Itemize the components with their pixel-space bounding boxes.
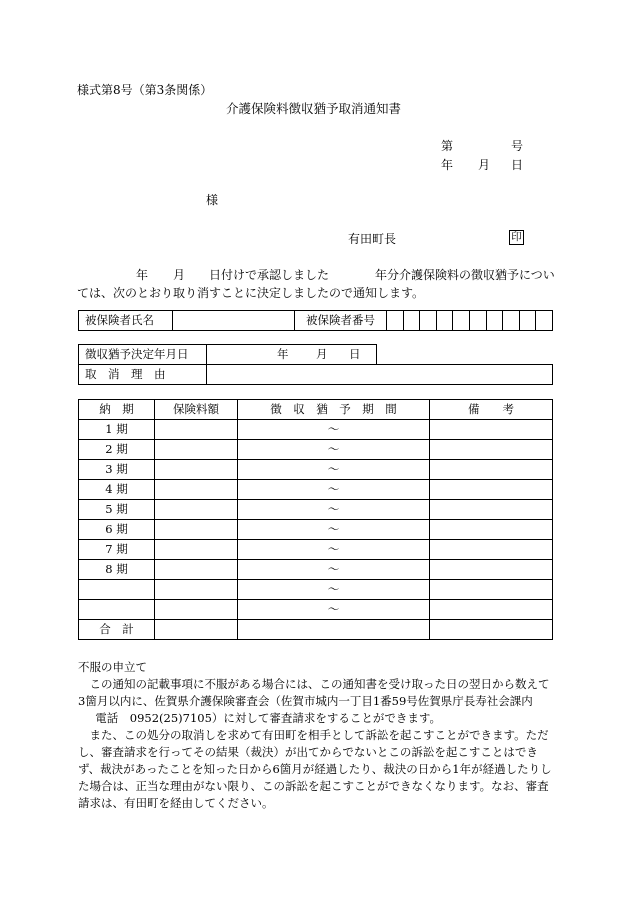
table-row: 8 期 ～ [79, 560, 553, 580]
header-due-date: 納 期 [79, 400, 155, 420]
decision-date-label: 徴収猶予決定年月日 [79, 345, 207, 365]
notes-paragraph-2: また、この処分の取消しを求めて有田町を相手として訴訟を起こすことができます。ただし、審査請求を行ってその結果（裁決）が出てからでないとこの訴訟を起こすことはできず、裁決があったことを知った日から6箇月が経過したり、裁決の日から1年が経過したりした場合は、正当な理由がない限り、この訴訟を起こすことができなくなります。なお、審査請求は、有田町を経由してください。 [78, 728, 552, 810]
intro-approved: 日付けで承認しました [209, 268, 330, 282]
insured-number-label: 被保険者番号 [295, 311, 387, 331]
table-row: 5 期 ～ [79, 500, 553, 520]
addressee-suffix: 様 [206, 193, 219, 207]
decision-month: 月 [316, 347, 328, 361]
intro-line2: ては、次のとおり取り消すことに決定しましたので通知します。 [77, 286, 425, 300]
table-row: 1 期 ～ [79, 420, 553, 440]
insured-number-digit[interactable] [453, 311, 470, 331]
insured-number-digit[interactable] [503, 311, 520, 331]
table-row: ～ [79, 600, 553, 620]
decision-table [78, 344, 553, 385]
intro-month: 月 [173, 268, 186, 282]
insured-number-digit[interactable] [403, 311, 420, 331]
insured-number-digit[interactable] [420, 311, 437, 331]
header-remarks: 備 考 [430, 400, 553, 420]
notes-heading: 不服の申立て [78, 660, 147, 674]
payment-table [78, 399, 553, 640]
date-day: 日 [511, 158, 524, 172]
form-number: 様式第8号（第3条関係） [77, 83, 213, 97]
table-row: 4 期 ～ [79, 480, 553, 500]
decision-blank [377, 345, 553, 365]
date-year: 年 [441, 158, 454, 172]
table-row: 7 期 ～ [79, 540, 553, 560]
seal-stamp: 印 [509, 230, 524, 245]
table-row: 6 期 ～ [79, 520, 553, 540]
issuer-name: 有田町長 [348, 232, 397, 246]
table-row: 3 期 ～ [79, 460, 553, 480]
total-row [79, 620, 553, 640]
insured-number-digit[interactable] [519, 311, 536, 331]
insured-number-digit[interactable] [469, 311, 486, 331]
doc-number-prefix: 第 [441, 139, 454, 153]
notes-paragraph-1b: 電話 0952(25)7105）に対して審査請求をすることができます。 [95, 711, 441, 725]
insured-name-cell[interactable] [173, 311, 295, 331]
insured-number-digit[interactable] [486, 311, 503, 331]
cancel-reason-cell[interactable] [207, 365, 553, 385]
decision-year: 年 [277, 347, 289, 361]
cancel-reason-label: 取 消 理 由 [79, 365, 207, 385]
header-deferral-period: 徴 収 猶 予 期 間 [238, 400, 430, 420]
table-row: 2 期 ～ [79, 440, 553, 460]
insured-table [78, 310, 553, 331]
decision-date-cell[interactable] [207, 345, 377, 365]
document-title: 介護保険料徴収猶予取消通知書 [226, 101, 402, 116]
doc-number-suffix: 号 [511, 139, 524, 153]
insured-number-digit[interactable] [436, 311, 453, 331]
date-month: 月 [478, 158, 491, 172]
insured-number-digit[interactable] [536, 311, 553, 331]
header-premium: 保険料額 [155, 400, 238, 420]
appeal-notes [78, 659, 554, 812]
insured-number-digit[interactable] [387, 311, 404, 331]
decision-day: 日 [349, 347, 361, 361]
table-row: ～ [79, 580, 553, 600]
total-label: 合 計 [79, 620, 155, 640]
notes-paragraph-1: この通知の記載事項に不服がある場合には、この通知書を受け取った日の翌日から数えて3箇月以内に、佐賀県介護保険審査会（佐賀市城内一丁目1番59号佐賀県庁長寿社会課内 [78, 677, 550, 708]
insured-name-label: 被保険者氏名 [79, 311, 173, 331]
intro-year: 年 [136, 268, 149, 282]
intro-year-text: 年分介護保険料の徴収猶予につい [375, 268, 555, 282]
